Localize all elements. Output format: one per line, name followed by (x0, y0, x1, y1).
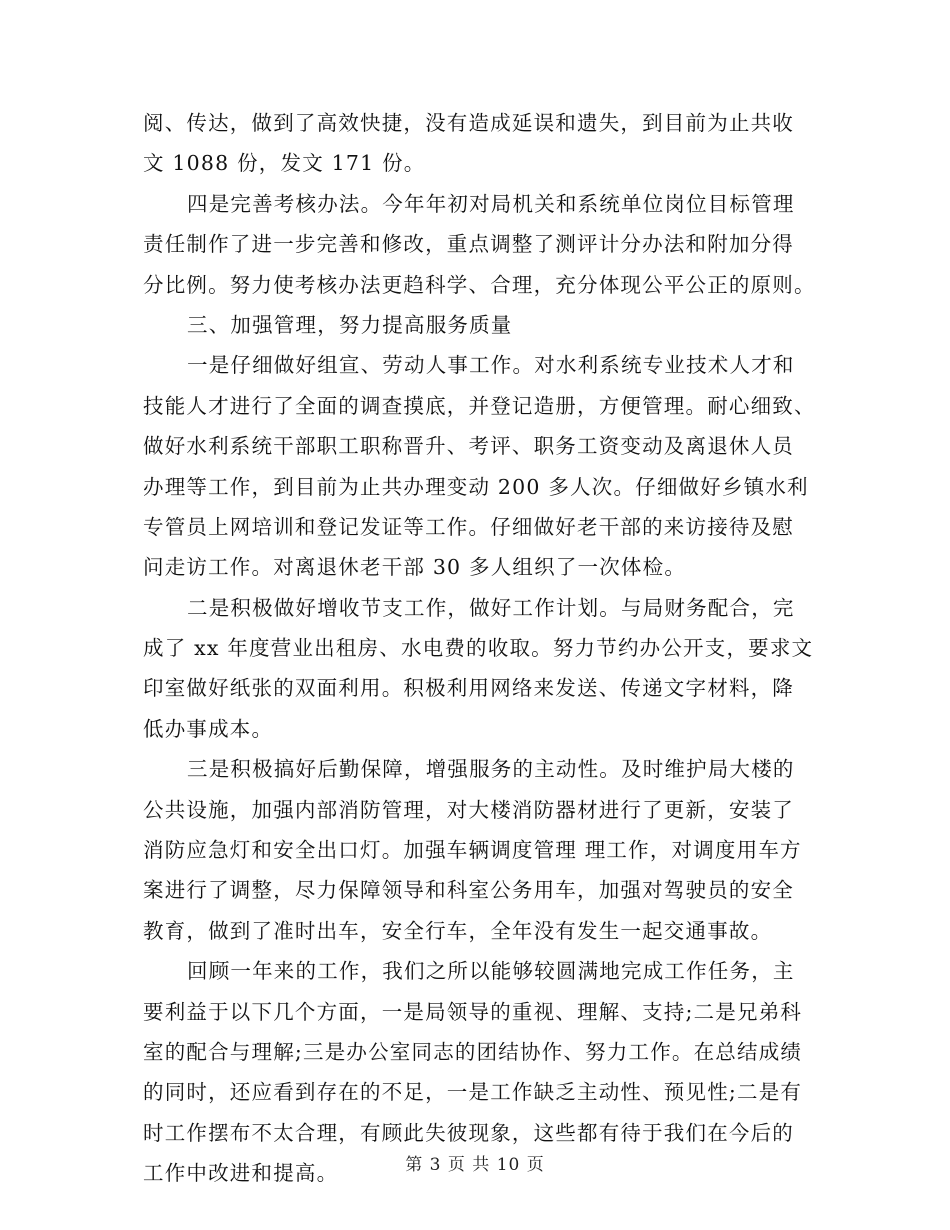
text-line: 公共设施，加强内部消防管理，对大楼消防器材进行了更新，安装了 (143, 797, 794, 822)
text-line: 的同时，还应看到存在的不足，一是工作缺乏主动性、预见性;二是有 (143, 1080, 803, 1105)
text-line: 要利益于以下几个方面，一是局领导的重视、理解、支持;二是兄弟科 (143, 999, 803, 1024)
text-line: 责任制作了进一步完善和修改，重点调整了测评计分办法和附加分得 (143, 232, 794, 257)
text-line: 专管员上网培训和登记发证等工作。仔细做好老干部的来访接待及慰 (143, 514, 794, 539)
paragraph-start-line: 三是积极搞好后勤保障，增强服务的主动性。及时维护局大楼的 (187, 757, 795, 782)
text-line: 文 1088 份，发文 171 份。 (143, 151, 426, 176)
text-line: 工作中改进和提高。 (143, 1161, 339, 1186)
text-line: 时工作摆布不太合理，有顾此失彼现象，这些都有待于我们在今后的 (143, 1120, 794, 1145)
text-line: 成了 xx 年度营业出租房、水电费的收取。努力节约办公开支，要求文 (143, 636, 814, 661)
text-line: 印室做好纸张的双面利用。积极利用网络来发送、传递文字材料，降 (143, 676, 794, 701)
page-number-footer: 第 3 页 共 10 页 (405, 1155, 545, 1175)
body-text (143, 103, 816, 1194)
paragraph-start-line: 二是积极做好增收节支工作，做好工作计划。与局财务配合，完 (187, 595, 795, 620)
text-line: 问走访工作。对离退休老干部 30 多人组织了一次体检。 (143, 555, 687, 580)
text-line: 教育，做到了准时出车，安全行车，全年没有发生一起交通事故。 (143, 918, 773, 943)
text-line: 室的配合与理解;三是办公室同志的团结协作、努力工作。在总结成绩 (143, 1039, 803, 1064)
text-line: 办理等工作，到目前为止共办理变动 200 多人次。仔细做好乡镇水利 (143, 474, 809, 499)
paragraph-start-line: 回顾一年来的工作，我们之所以能够较圆满地完成工作任务，主 (187, 959, 795, 984)
text-line: 阅、传达，做到了高效快捷，没有造成延误和遗失，到目前为止共收 (143, 111, 794, 135)
text-line: 消防应急灯和安全出口灯。加强车辆调度管理 理工作，对调度用车方 (143, 838, 802, 863)
text-line: 分比例。努力使考核办法更趋科学、合理，充分体现公平公正的原则。 (143, 272, 816, 297)
text-line: 做好水利系统干部职工职称晋升、考评、职务工资变动及离退休人员 (143, 434, 794, 459)
section-heading: 三、加强管理，努力提高服务质量 (187, 312, 513, 337)
text-line: 低办事成本。 (143, 716, 274, 741)
paragraph-start-line: 四是完善考核办法。今年年初对局机关和系统单位岗位目标管理 (187, 191, 795, 216)
paragraph-start-line: 一是仔细做好组宣、劳动人事工作。对水利系统专业技术人才和 (187, 353, 795, 378)
text-line: 案进行了调整，尽力保障领导和科室公务用车，加强对驾驶员的安全 (143, 878, 794, 903)
text-line: 技能人才进行了全面的调查摸底，并登记造册，方便管理。耐心细致、 (143, 393, 816, 418)
